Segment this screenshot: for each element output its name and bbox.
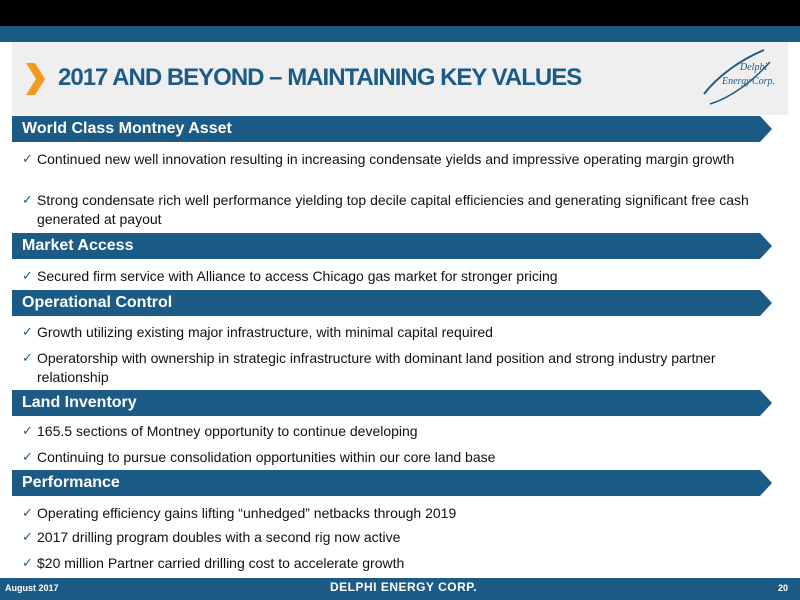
section-header-market-access xyxy=(12,233,772,259)
list-item: ✓ Strong condensate rich well performance yielding top decile capital efficiencies and generating significant free cash generated at payout xyxy=(22,192,749,227)
list-item: ✓ Operating efficiency gains lifting “unhedged” netbacks through 2019 xyxy=(22,505,457,521)
checkmark-icon: ✓ xyxy=(22,450,33,465)
list-item: ✓ 2017 drilling program doubles with a second rig now active xyxy=(22,529,401,545)
top-blue-band xyxy=(0,26,800,42)
checkmark-icon: ✓ xyxy=(22,193,33,208)
list-item: ✓ Continued new well innovation resulting in increasing condensate yields and impressive operating margin growth xyxy=(22,151,735,167)
page-number: 20 xyxy=(778,583,789,593)
footer-brand: DELPHI ENERGY CORP. xyxy=(330,580,478,594)
section-header-operational-control xyxy=(12,290,772,316)
section-label: World Class Montney Asset xyxy=(22,120,232,137)
checkmark-icon: ✓ xyxy=(22,325,33,340)
checkmark-icon: ✓ xyxy=(22,351,33,366)
page-title: 2017 AND BEYOND – MAINTAINING KEY VALUES xyxy=(58,64,582,91)
checkmark-icon: ✓ xyxy=(22,506,33,521)
list-item: ✓ Secured firm service with Alliance to access Chicago gas market for stronger pricing xyxy=(22,268,558,284)
list-item: ✓ Growth utilizing existing major infrastructure, with minimal capital required xyxy=(22,324,493,340)
checkmark-icon: ✓ xyxy=(22,269,33,284)
list-item: ✓ 165.5 sections of Montney opportunity to continue developing xyxy=(22,423,418,439)
svg-text:Corp.: Corp. xyxy=(752,76,776,87)
chevron-right-icon xyxy=(24,63,46,95)
list-item: ✓ Continuing to pursue consolidation opportunities within our core land base xyxy=(22,449,496,465)
svg-text:Energy: Energy xyxy=(722,76,751,87)
footer-date: August 2017 xyxy=(5,583,59,593)
top-black-band xyxy=(0,0,800,26)
section-label: Market Access xyxy=(22,237,134,254)
company-logo xyxy=(700,46,780,110)
section-header-land-inventory xyxy=(12,390,772,416)
checkmark-icon: ✓ xyxy=(22,424,33,439)
section-label: Performance xyxy=(22,474,120,491)
section-label: Land Inventory xyxy=(22,394,137,411)
checkmark-icon: ✓ xyxy=(22,530,33,545)
section-header-performance xyxy=(12,470,772,496)
svg-text:Delphi: Delphi xyxy=(740,62,768,73)
list-item: ✓ $20 million Partner carried drilling cost to accelerate growth xyxy=(22,555,405,571)
section-header-world-class-montney-asset xyxy=(12,116,772,142)
checkmark-icon: ✓ xyxy=(22,556,33,571)
list-item: ✓ Operatorship with ownership in strategic infrastructure with dominant land position and strong industry partner relationship xyxy=(22,350,716,385)
checkmark-icon: ✓ xyxy=(22,152,33,167)
section-label: Operational Control xyxy=(22,294,173,311)
